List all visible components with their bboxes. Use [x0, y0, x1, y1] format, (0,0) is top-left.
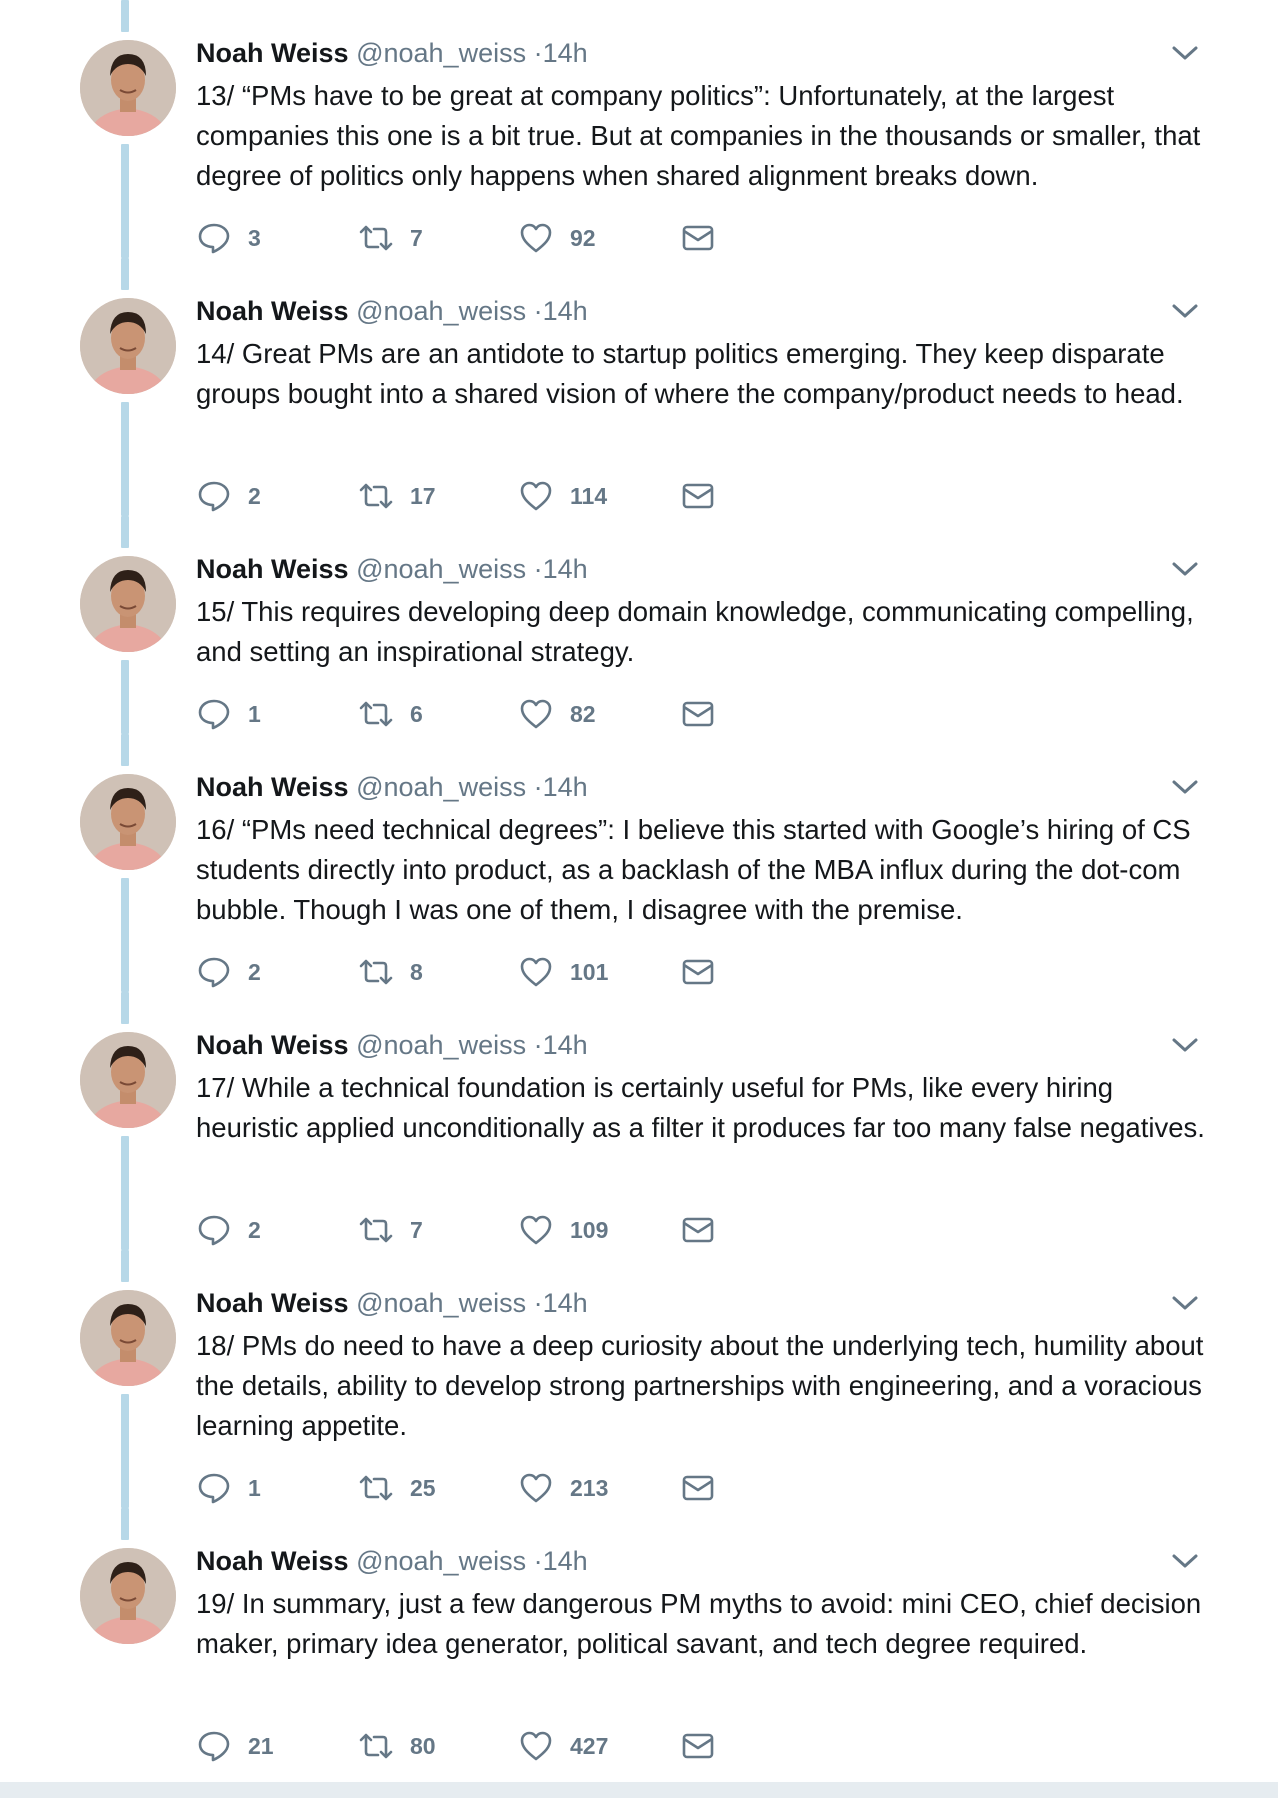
- author-name[interactable]: Noah Weiss: [196, 38, 349, 68]
- like-button[interactable]: [518, 952, 608, 992]
- thread-line-bottom: [121, 660, 129, 734]
- retweet-icon: [358, 696, 394, 732]
- reply-count: 2: [248, 482, 261, 509]
- author-name[interactable]: Noah Weiss: [196, 1030, 349, 1060]
- chevron-down-icon[interactable]: [1170, 300, 1200, 322]
- avatar[interactable]: [80, 556, 176, 652]
- reply-icon: [196, 1212, 232, 1248]
- tweet-text: 14/ Great PMs are an antidote to startup politics emerging. They keep disparate groups bought into a shared vision of where the company/product needs to head.: [196, 338, 1184, 409]
- tweet-time[interactable]: ·14h: [533, 1030, 588, 1060]
- tweet-time[interactable]: ·14h: [533, 772, 588, 802]
- tweet[interactable]: [0, 258, 1278, 516]
- direct-message-button[interactable]: [680, 476, 716, 516]
- direct-message-button[interactable]: [680, 218, 716, 258]
- heart-icon: [518, 1728, 554, 1764]
- like-button[interactable]: [518, 1726, 608, 1766]
- tweet[interactable]: [0, 516, 1278, 734]
- reply-icon: [196, 220, 232, 256]
- like-count: 92: [570, 224, 596, 251]
- heart-icon: [518, 478, 554, 514]
- author-handle[interactable]: @noah_weiss: [356, 296, 527, 326]
- reply-button[interactable]: [196, 1726, 274, 1766]
- chevron-down-icon[interactable]: [1170, 42, 1200, 64]
- thread-line-bottom: [121, 402, 129, 516]
- like-button[interactable]: [518, 1468, 608, 1508]
- author-handle[interactable]: @noah_weiss: [356, 554, 527, 584]
- reply-count: 1: [248, 700, 261, 727]
- chevron-down-icon[interactable]: [1170, 1034, 1200, 1056]
- tweet-header: [196, 36, 588, 70]
- tweet-header: [196, 294, 588, 328]
- direct-message-button[interactable]: [680, 952, 716, 992]
- retweet-button[interactable]: [358, 694, 423, 734]
- envelope-icon: [680, 954, 716, 990]
- thread-line-bottom: [121, 1394, 129, 1508]
- reply-count: 3: [248, 224, 261, 251]
- author-handle[interactable]: @noah_weiss: [356, 1030, 527, 1060]
- tweet-header: [196, 1028, 588, 1062]
- direct-message-button[interactable]: [680, 1726, 716, 1766]
- direct-message-button[interactable]: [680, 1210, 716, 1250]
- retweet-count: 7: [410, 1216, 423, 1243]
- author-name[interactable]: Noah Weiss: [196, 772, 349, 802]
- retweet-icon: [358, 954, 394, 990]
- tweet-time[interactable]: ·14h: [533, 1546, 588, 1576]
- chevron-down-icon[interactable]: [1170, 1550, 1200, 1572]
- thread-line-top: [121, 0, 129, 32]
- author-name[interactable]: Noah Weiss: [196, 1546, 349, 1576]
- thread-line-top: [121, 734, 129, 766]
- chevron-down-icon[interactable]: [1170, 776, 1200, 798]
- author-handle[interactable]: @noah_weiss: [356, 1288, 527, 1318]
- retweet-button[interactable]: [358, 1468, 436, 1508]
- envelope-icon: [680, 478, 716, 514]
- heart-icon: [518, 220, 554, 256]
- tweet-text: 19/ In summary, just a few dangerous PM myths to avoid: mini CEO, chief decision maker, primary idea generator, political savant, and tech degree required.: [196, 1588, 1202, 1659]
- like-button[interactable]: [518, 1210, 608, 1250]
- page-bottom-divider: [0, 1782, 1278, 1798]
- reply-count: 2: [248, 1216, 261, 1243]
- author-handle[interactable]: @noah_weiss: [356, 38, 527, 68]
- chevron-down-icon[interactable]: [1170, 558, 1200, 580]
- like-button[interactable]: [518, 218, 596, 258]
- tweet[interactable]: [0, 1250, 1278, 1508]
- tweet-time[interactable]: ·14h: [533, 296, 588, 326]
- retweet-count: 80: [410, 1732, 436, 1759]
- tweet-header: [196, 770, 588, 804]
- tweet-time[interactable]: ·14h: [533, 554, 588, 584]
- thread-line-top: [121, 516, 129, 548]
- thread-line-top: [121, 992, 129, 1024]
- tweet-text: 16/ “PMs need technical degrees”: I believe this started with Google’s hiring of CS students directly into product, as a backlash of the MBA influx during the dot-com bubble. Though I was one of them, I disagree with the premise.: [196, 814, 1191, 925]
- heart-icon: [518, 696, 554, 732]
- retweet-button[interactable]: [358, 1726, 436, 1766]
- direct-message-button[interactable]: [680, 694, 716, 734]
- tweet-text: 17/ While a technical foundation is certainly useful for PMs, like every hiring heuristic applied unconditionally as a filter it produces far too many false negatives.: [196, 1072, 1205, 1143]
- author-name[interactable]: Noah Weiss: [196, 296, 349, 326]
- retweet-count: 17: [410, 482, 436, 509]
- reply-button[interactable]: [196, 1468, 261, 1508]
- like-count: 427: [570, 1732, 609, 1759]
- reply-icon: [196, 478, 232, 514]
- direct-message-button[interactable]: [680, 1468, 716, 1508]
- envelope-icon: [680, 1470, 716, 1506]
- author-handle[interactable]: @noah_weiss: [356, 772, 527, 802]
- tweet[interactable]: [0, 1508, 1278, 1782]
- like-count: 82: [570, 700, 596, 727]
- like-button[interactable]: [518, 694, 596, 734]
- heart-icon: [518, 1212, 554, 1248]
- heart-icon: [518, 954, 554, 990]
- retweet-count: 6: [410, 700, 423, 727]
- like-count: 114: [570, 482, 608, 509]
- envelope-icon: [680, 1728, 716, 1764]
- avatar[interactable]: [80, 774, 176, 870]
- reply-count: 1: [248, 1474, 261, 1501]
- retweet-count: 7: [410, 224, 423, 251]
- tweet-text: 18/ PMs do need to have a deep curiosity about the underlying tech, humility about the details, ability to develop strong partnerships with engineering, and a voracious learning appetite.: [196, 1330, 1204, 1441]
- thread-line-bottom: [121, 878, 129, 992]
- like-button[interactable]: [518, 476, 607, 516]
- reply-button[interactable]: [196, 694, 261, 734]
- retweet-button[interactable]: [358, 1210, 423, 1250]
- reply-icon: [196, 954, 232, 990]
- tweet-header: [196, 552, 588, 586]
- thread-line-top: [121, 258, 129, 290]
- like-count: 101: [570, 958, 609, 985]
- thread-line-top: [121, 1508, 129, 1540]
- reply-button[interactable]: [196, 952, 261, 992]
- tweet[interactable]: [0, 0, 1278, 258]
- tweet-header: [196, 1286, 588, 1320]
- thread-line-bottom: [121, 144, 129, 258]
- envelope-icon: [680, 1212, 716, 1248]
- avatar[interactable]: [80, 1548, 176, 1644]
- tweet[interactable]: [0, 992, 1278, 1250]
- avatar[interactable]: [80, 40, 176, 136]
- author-handle[interactable]: @noah_weiss: [356, 1546, 527, 1576]
- avatar[interactable]: [80, 1290, 176, 1386]
- tweet-time[interactable]: ·14h: [533, 1288, 588, 1318]
- tweet-header: [196, 1544, 588, 1578]
- retweet-icon: [358, 220, 394, 256]
- like-count: 213: [570, 1474, 609, 1501]
- heart-icon: [518, 1470, 554, 1506]
- avatar[interactable]: [80, 1032, 176, 1128]
- reply-button[interactable]: [196, 476, 261, 516]
- thread-line-top: [121, 1250, 129, 1282]
- reply-button[interactable]: [196, 218, 261, 258]
- retweet-button[interactable]: [358, 218, 423, 258]
- tweet-text: 13/ “PMs have to be great at company politics”: Unfortunately, at the largest companies this one is a bit true. But at companies in the thousands or smaller, that degree of politics only happens when shared alignment breaks down.: [196, 80, 1201, 191]
- retweet-button[interactable]: [358, 952, 423, 992]
- retweet-count: 25: [410, 1474, 436, 1501]
- author-name[interactable]: Noah Weiss: [196, 554, 349, 584]
- thread-line-bottom: [121, 1136, 129, 1250]
- avatar[interactable]: [80, 298, 176, 394]
- author-name[interactable]: Noah Weiss: [196, 1288, 349, 1318]
- tweet-time[interactable]: ·14h: [533, 38, 588, 68]
- like-count: 109: [570, 1216, 609, 1243]
- reply-count: 21: [248, 1732, 274, 1759]
- reply-button[interactable]: [196, 1210, 261, 1250]
- reply-icon: [196, 1728, 232, 1764]
- retweet-icon: [358, 1728, 394, 1764]
- envelope-icon: [680, 696, 716, 732]
- retweet-icon: [358, 1212, 394, 1248]
- envelope-icon: [680, 220, 716, 256]
- retweet-button[interactable]: [358, 476, 436, 516]
- reply-icon: [196, 1470, 232, 1506]
- retweet-icon: [358, 478, 394, 514]
- chevron-down-icon[interactable]: [1170, 1292, 1200, 1314]
- tweet-text: 15/ This requires developing deep domain knowledge, communicating compelling, and setting an inspirational strategy.: [196, 596, 1194, 667]
- retweet-count: 8: [410, 958, 423, 985]
- retweet-icon: [358, 1470, 394, 1506]
- tweet[interactable]: [0, 734, 1278, 992]
- reply-count: 2: [248, 958, 261, 985]
- reply-icon: [196, 696, 232, 732]
